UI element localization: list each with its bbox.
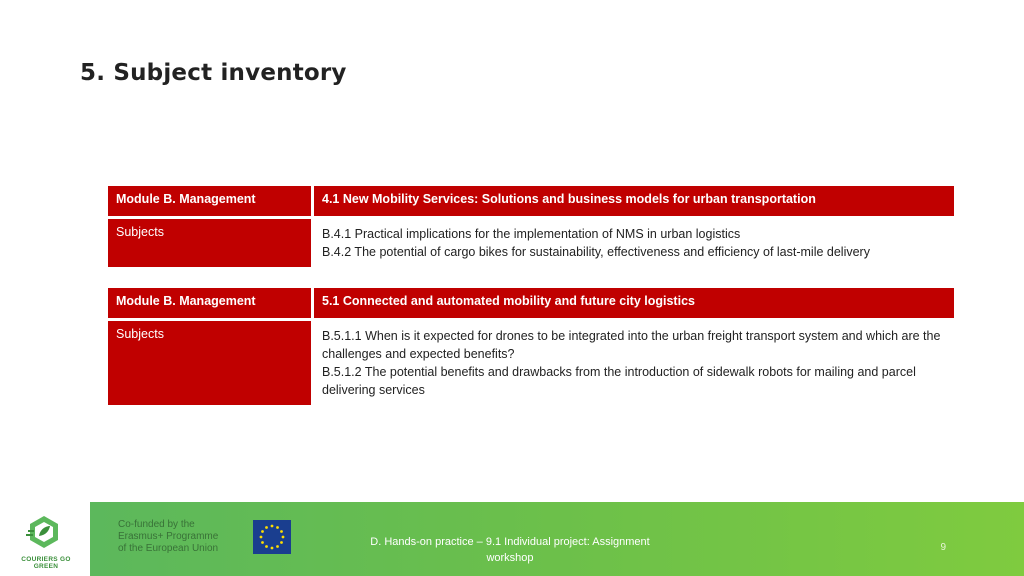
eu-flag-icon	[253, 520, 291, 554]
subjects-label: Subjects	[108, 216, 314, 267]
table-header-row	[108, 186, 954, 216]
subject-table-2	[108, 288, 954, 405]
subject-item: B.4.1 Practical implications for the implementation of NMS in urban logistics	[322, 227, 741, 241]
logo-text: COURIERS GO GREEN	[21, 556, 71, 570]
subject-item: B.5.1.2 The potential benefits and drawbacks from the introduction of sidewalk robots for mailing and parcel delivering services	[322, 365, 916, 397]
cofunded-line: Co-funded by the	[118, 519, 195, 530]
page-number: 9	[940, 542, 946, 553]
table-row	[108, 216, 954, 267]
module-cell: Module B. Management	[108, 288, 314, 318]
page-title: 5. Subject inventory	[80, 60, 347, 86]
subject-item: B.5.1.1 When is it expected for drones to be integrated into the urban freight transport system and which are the challenges and expected benefits?	[322, 329, 941, 361]
cofunded-line: of the European Union	[118, 543, 219, 554]
subject-item: B.4.2 The potential of cargo bikes for sustainability, effectiveness and efficiency of last-mile delivery	[322, 245, 870, 259]
table-row	[108, 318, 954, 405]
topic-cell: 4.1 New Mobility Services: Solutions and business models for urban transportation	[314, 186, 954, 216]
footer-bar	[90, 502, 1024, 576]
footer-caption: D. Hands-on practice – 9.1 Individual project: Assignment workshop	[370, 536, 650, 564]
cofunded-text	[118, 519, 218, 555]
subjects-label: Subjects	[108, 318, 314, 405]
module-cell: Module B. Management	[108, 186, 314, 216]
topic-cell: 5.1 Connected and automated mobility and future city logistics	[314, 288, 954, 318]
subjects-cell	[314, 318, 954, 405]
logo-area	[0, 502, 90, 576]
subjects-cell	[314, 216, 954, 267]
cofunded-line: Erasmus+ Programme	[118, 531, 219, 542]
table-header-row	[108, 288, 954, 318]
subject-table-1	[108, 186, 954, 267]
couriers-go-green-logo-icon	[26, 514, 62, 550]
